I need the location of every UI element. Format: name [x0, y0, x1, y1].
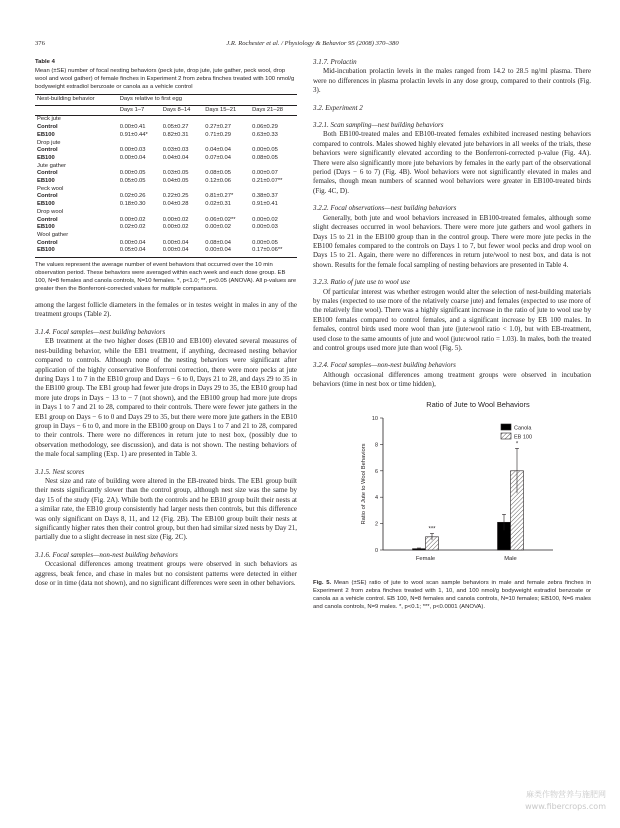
table-cell: 0.02±0.02 — [119, 224, 146, 231]
table-section-label: Drop jute — [37, 139, 61, 146]
table-cell: 0.91±0.41 — [252, 201, 278, 208]
table-cell: 0.17±0.06** — [250, 247, 297, 257]
section-heading: 3.1.7. Prolactin — [313, 58, 357, 66]
col-header-day: Days 1–7 — [118, 105, 161, 116]
table-row-label: Control — [37, 124, 58, 131]
section-heading: 3.2.1. Scan sampling—nest building behaviors — [313, 121, 444, 130]
table-cell: 0.12±0.06 — [205, 178, 231, 185]
y-tick-label: 2 — [374, 521, 378, 528]
legend-label: Canola — [514, 425, 532, 432]
paragraph: Mid-incubation prolactin levels in the males ranged from 14.2 to 28.5 ng/ml plasma. There were no differences in plasma prolactin levels in any dose group, compared to their controls (Fig. 3). — [313, 67, 591, 95]
left-column — [35, 58, 297, 588]
significance-marker: *** — [428, 526, 436, 533]
right-column — [313, 58, 591, 611]
y-tick-label: 8 — [374, 441, 378, 448]
y-tick-label: 0 — [374, 547, 378, 554]
page-number: 376 — [35, 40, 45, 47]
figure-caption-text: Mean (±SE) ratio of jute to wool scan sample behaviors in male and female zebra finches in Experiment 2 from zebra finches treated with 1, 10, and 100 nmol/g bodyweight estradiol benzoate or canola as a vehicle control. EB 100, N=8 females and canola controls, N=10 females; EB100, N=6 males and canola controls, N=9 males. *, p<0.1; ***, p<0.0001 (ANOVA). — [313, 579, 591, 610]
table-cell: 0.38±0.37 — [252, 193, 278, 200]
section-heading: 3.1.4. Focal samples—nest building behaviors — [35, 327, 166, 336]
section-heading: 3.1.5. Nest scores — [35, 467, 85, 476]
table-cell: 0.22±0.25 — [162, 193, 189, 200]
col-header-blank — [35, 105, 118, 116]
legend-swatch — [501, 433, 511, 439]
table-cell: 0.71±0.29 — [205, 131, 231, 138]
table-row — [35, 201, 297, 209]
table-cell: 0.00±0.02 — [162, 216, 189, 223]
table-cell: 0.00±0.07 — [252, 170, 278, 177]
right-body-text — [313, 58, 591, 390]
table-cell: 0.00±0.03 — [252, 224, 278, 231]
paragraph: Generally, both jute and wool behaviors increased in EB100-treated females, although some slight decreases occurred in wool behaviors. There were more jute gathers and wool gathers in Days 15 to 21 in the EB100 group than in the control group. There were more jute pecks in the EB100 females compared to the controls on Days 1 to 7, but fewer wool pecks and drop wool on Days 15 to 21. Again, there were no differences in return jute/wool to nest box, and data is not shown. Results for the female focal sampling of nesting behaviors are presented in Table 4. — [313, 213, 591, 269]
table-section-label: Peck jute — [37, 116, 61, 123]
table-cell: 0.02±0.26 — [119, 193, 146, 200]
table-row-label: Control — [37, 147, 58, 154]
table-cell: 0.00±0.02 — [119, 216, 146, 223]
table-cell: 0.05±0.27 — [162, 124, 189, 131]
paragraph: among the largest follicle diameters in the females or in testes weight in males in any of the treatment groups (Table 2). — [35, 301, 297, 319]
paragraph: Occasional differences among treatment groups were observed in such behaviors as aggress, beak fence, and chase in males but no consistent patterns were detected in either dose or in time (data not shown), and no significant differences were seen in other behaviors. — [35, 560, 297, 588]
paragraph: Although occasional differences among treatment groups were observed in incubation behaviors (time in nest box or time hidden), — [313, 370, 591, 389]
table-cell: 0.21±0.07** — [252, 178, 283, 185]
jute-wool-ratio-chart — [313, 410, 591, 572]
table-cell: 0.00±0.05 — [119, 170, 146, 177]
table-cell: 0.00±0.05 — [252, 239, 278, 246]
col-header-behavior: Nest-building behavior — [35, 95, 118, 106]
paragraph: EB treatment at the two higher doses (EB10 and EB100) elevated several measures of nest-building behavior, while the EB1 treatment, if anything, decreased nesting behavior compared to controls. Although none of the nesting behaviors were significant after application of the highly conservative Bonferroni correction, there were more pecks at jute during Days 1 to 7 in the EB10 group and Days − 6 to 0, Days 21 to 28, and days 29 to 35 in the EB100 group. The EB1 group had fewer jute drops in Days 29 to 35, the EB10 group had more jute drops in Days − 13 to − 7 (not shown), and the EB100 group had more jute drops in Days 1 to 7 and 21 to 28, compared to their controls. There were fewer jute gathers in the EB1 group on Days − 6 to 0 and Days 29 to 35, but there were more jute gathers in the EB10 group in Days − 6 to 0, and more in the EB100 group on Days 1 to 7 and 21 to 28, compared to their controls. There were no differences in return jute to nest box, (possibly due to observation methodology, see discussion), and data is not shown. The nesting behaviors of the male focal sampling (Exp. 1) are presented in Table 3. — [35, 337, 297, 459]
table-cell: 0.04±0.04 — [205, 147, 231, 154]
table-section-label: Jute gather — [37, 162, 67, 169]
table-section-label: Wool gather — [37, 231, 69, 238]
watermark-url: www.fibercrops.com — [525, 802, 606, 811]
table-cell: 0.00±0.03 — [119, 147, 146, 154]
table-section-row — [35, 140, 297, 148]
y-tick-label: 4 — [374, 494, 378, 501]
table-row — [35, 217, 297, 225]
figure-label: Fig. 5. — [313, 579, 332, 586]
table-row-label: Control — [37, 239, 58, 246]
table-cell: 0.02±0.31 — [205, 201, 231, 208]
section-heading: 3.2.4. Focal samples—non-nest building behaviors — [313, 361, 456, 370]
table-body — [35, 116, 297, 258]
left-body-text — [35, 301, 297, 588]
x-category-label: Male — [504, 555, 517, 562]
table-row-label: EB100 — [37, 131, 55, 138]
table-cell: 0.91±0.44* — [119, 131, 148, 138]
table-cell: 0.03±0.05 — [162, 170, 189, 177]
table-section-row — [35, 116, 297, 124]
table-cell: 0.00±0.04 — [162, 239, 189, 246]
table-4-grid — [35, 94, 297, 258]
y-tick-label: 10 — [371, 415, 378, 422]
table-cell: 0.08±0.05 — [252, 154, 278, 161]
table-row-label: EB100 — [35, 247, 118, 257]
paragraph: Nest size and rate of building were altered in the EB-treated birds. The EB1 group built their nests significantly slower than the control group, although nest size was the same by day 15 of the study (Fig. 2A). While both the controls and he EB10 group built their nests at a similar rate, the EB10 group consistently had larger nests then controls, but this difference was only significant on Days 8, 11, and 12 (Fig. 2B). The EB100 group built their nests at significantly higher rates then their control group, but then had similar sized nests by Day 21, partially due to a slight decrease in nest size (Fig. 2C). — [35, 476, 297, 542]
figure-5 — [313, 400, 591, 575]
table-cell: 0.00±0.02 — [205, 224, 231, 231]
chart-title: Ratio of Jute to Wool Behaviors — [426, 399, 530, 409]
table-cell: 0.06±0.29 — [252, 124, 278, 131]
table-title: Table 4 — [35, 59, 55, 65]
table-caption: Mean (±SE) number of focal nesting behaviors (peck jute, drop jute, jute gather, peck wool, drop wool and wool gather) of female finches in Experiment 2 from zebra finches treated with 100 nmol/g bodyweight estradiol benzoate or canola as a vehicle control — [35, 68, 295, 90]
table-cell: 0.00±0.04 — [203, 247, 250, 257]
table-cell: 0.00±0.05 — [252, 147, 278, 154]
section-heading: 3.2.2. Focal observations—nest building behaviors — [313, 204, 457, 213]
table-row-label: EB100 — [37, 224, 55, 231]
table-row — [35, 224, 297, 232]
table-row — [35, 132, 297, 140]
table-cell: 0.05±0.05 — [119, 178, 146, 185]
col-header-days-group: Days relative to first egg — [118, 95, 297, 106]
table-row — [35, 155, 297, 163]
table-section-label: Drop wool — [37, 208, 64, 215]
table-cell: 0.05±0.04 — [118, 247, 161, 257]
table-row — [35, 247, 297, 257]
paragraph: Of particular interest was whether estrogen would alter the selection of nest-building materials by males (expected to use more of the relatively coarse jute) and females (expected to use more of the relatively fine wool). There was a highly significant increase in the ratio of jute to wool use by EB100 females compared to control females, and a significant increase by EB 100 males. In females, control birds used more wool than jute (jute:wool ratio < 1.0), but with EB-treatment, used close to the same amounts of jute and wool (jute:wool ratio = 1.03). In males, both the treated and control groups used more jute than wool (Fig. 5). — [313, 287, 591, 352]
table-cell: 0.04±0.28 — [162, 201, 189, 208]
table-row — [35, 124, 297, 132]
table-row — [35, 240, 297, 248]
section-heading: 3.2. Experiment 2 — [313, 103, 363, 112]
table-footnote: The values represent the average number of event behaviors that occurred over the 10 min observation period. These behaviors were averaged within each week and each dose group. EB 100, N=8 females and canola controls, N=10 females. *, p<1.0; **, p<0.05 (ANOVA). All p-values are greater then the Bonferroni-corrected values for multiple comparisons. — [35, 262, 297, 293]
table-cell: 0.00±0.04 — [119, 154, 146, 161]
table-section-row — [35, 232, 297, 240]
table-cell: 0.00±0.02 — [252, 216, 278, 223]
table-row — [35, 170, 297, 178]
paragraph: Both EB100-treated males and EB100-treated females exhibited increased nesting behaviors compared to controls. Males showed highly elevated jute behaviors in all weeks of the trials, these behaviors were significantly elevated according to the Bonferroni-corrected p-value (Fig. 4A). There were also significantly more jute behaviors by females in the early part of the observational period (Days − 6 to 7) (Fig. 4B). Wool behaviors were not significantly elevated in males and females, though mean numbers of scanned wool behaviors were greater in EB100-treated birds (Fig. 4C, D). — [313, 130, 591, 195]
table-cell: 0.00±0.04 — [161, 247, 204, 257]
table-cell: 0.04±0.04 — [162, 154, 189, 161]
table-4 — [35, 58, 297, 293]
x-category-label: Female — [415, 555, 436, 562]
table-cell: 0.03±0.03 — [162, 147, 189, 154]
watermark-chinese: 麻类作物营养与施肥网 — [526, 790, 606, 799]
table-cell: 0.00±0.41 — [119, 124, 146, 131]
table-row-label: EB100 — [37, 154, 55, 161]
table-row-label: Control — [37, 170, 58, 177]
legend-swatch — [501, 424, 511, 430]
table-row-label: EB100 — [37, 178, 55, 185]
table-row — [35, 147, 297, 155]
y-tick-label: 6 — [374, 468, 378, 475]
table-cell: 0.08±0.04 — [205, 239, 231, 246]
significance-marker: * — [515, 440, 519, 447]
table-cell: 0.18±0.30 — [119, 201, 146, 208]
table-cell: 0.63±0.33 — [252, 131, 278, 138]
table-cell: 0.81±0.27* — [205, 193, 234, 200]
section-heading: 3.2.3. Ratio of jute use to wool use — [313, 278, 410, 287]
page-header — [35, 40, 590, 52]
table-section-row — [35, 209, 297, 217]
table-cell: 0.04±0.05 — [162, 178, 189, 185]
table-row-label: Control — [37, 216, 58, 223]
legend-label: EB 100 — [514, 434, 533, 441]
table-row-label: Control — [37, 193, 58, 200]
col-header-day: Days 8–14 — [161, 105, 204, 116]
table-row-label: EB100 — [37, 201, 55, 208]
table-section-row — [35, 163, 297, 171]
table-section-label: Peck wool — [37, 185, 64, 192]
table-cell: 0.82±0.31 — [162, 131, 189, 138]
table-cell: 0.27±0.27 — [205, 124, 231, 131]
section-heading: 3.1.6. Focal samples—non-nest building behaviors — [35, 550, 178, 559]
table-row — [35, 193, 297, 201]
table-cell: 0.06±0.02** — [205, 216, 236, 223]
table-cell: 0.00±0.02 — [162, 224, 189, 231]
table-row — [35, 178, 297, 186]
table-cell: 0.07±0.04 — [205, 154, 231, 161]
col-header-day: Days 15–21 — [203, 105, 250, 116]
table-cell: 0.08±0.05 — [205, 170, 231, 177]
y-axis-label: Ratio of Jute to Wool Behaviors — [361, 443, 367, 525]
figure-caption — [313, 579, 591, 611]
col-header-day: Days 21–28 — [250, 105, 297, 116]
running-head: J.R. Rochester et al. / Physiology & Behavior 95 (2008) 370–380 — [226, 40, 399, 47]
table-cell: 0.00±0.04 — [119, 239, 146, 246]
table-section-row — [35, 186, 297, 194]
